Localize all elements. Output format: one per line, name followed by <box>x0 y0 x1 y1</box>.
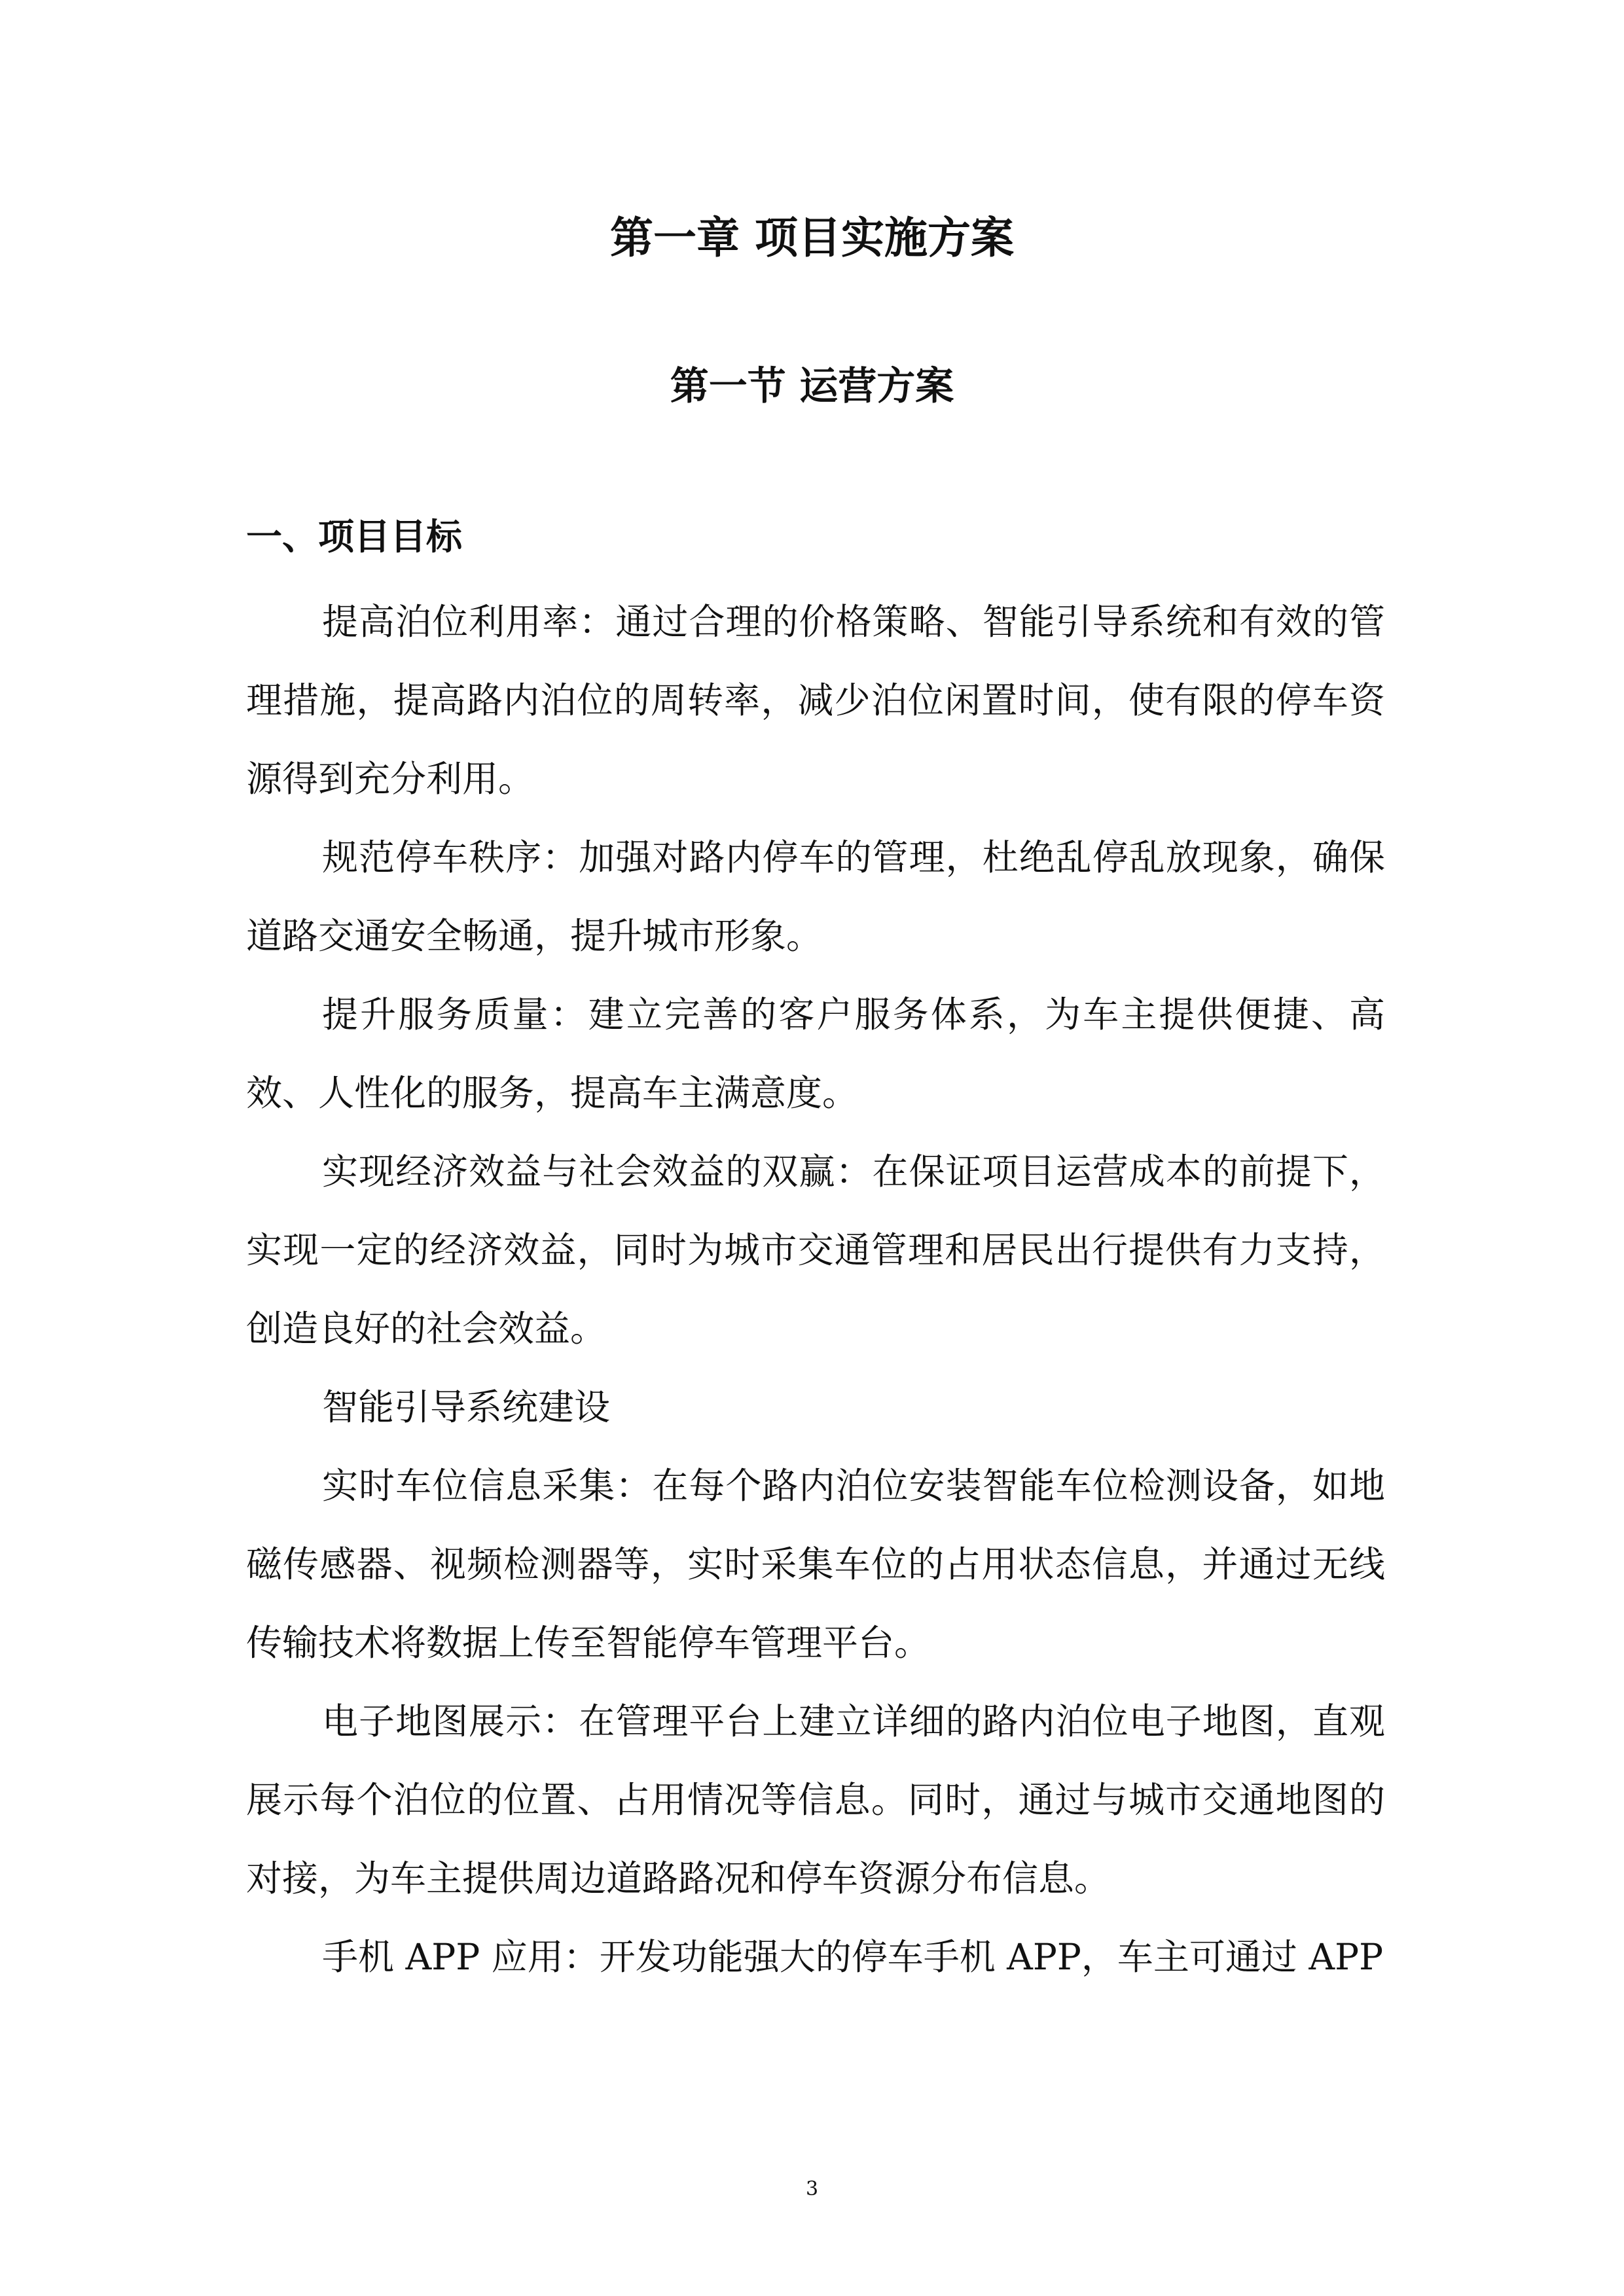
body-text <box>246 583 1385 1996</box>
paragraph-mobile-app: 手机 APP 应用：开发功能强大的停车手机 APP，车主可通过 APP <box>322 1936 1384 1978</box>
section-title: 第一节 运营方案 <box>670 363 954 408</box>
paragraph-dual-benefits: 实现经济效益与社会效益的双赢：在保证项目运营成本的前提下，实现一定的经济效益，同时为城市交通管理和居民出行提供有力支持，创造良好的社会效益。 <box>246 1151 1385 1350</box>
paragraph-parking-order: 规范停车秩序：加强对路内停车的管理，杜绝乱停乱放现象，确保道路交通安全畅通，提升城市形象。 <box>246 836 1385 957</box>
paragraph-guidance-system-heading: 智能引导系统建设 <box>322 1386 611 1428</box>
chapter-title: 第一章 项目实施方案 <box>610 212 1014 263</box>
paragraph-electronic-map: 电子地图展示：在管理平台上建立详细的路内泊位电子地图，直观展示每个泊位的位置、占用情况等信息。同时，通过与城市交通地图的对接，为车主提供周边道路路况和停车资源分布信息。 <box>246 1700 1385 1899</box>
paragraph-service-quality: 提升服务质量：建立完善的客户服务体系，为车主提供便捷、高效、人性化的服务，提高车主满意度。 <box>246 994 1385 1114</box>
paragraph-berth-utilization: 提高泊位利用率：通过合理的价格策略、智能引导系统和有效的管理措施，提高路内泊位的周转率，减少泊位闲置时间，使有限的停车资源得到充分利用。 <box>246 601 1385 800</box>
heading-project-goals: 一、项目目标 <box>246 515 463 558</box>
page-number: 3 <box>805 2178 819 2200</box>
paragraph-realtime-collection: 实时车位信息采集：在每个路内泊位安装智能车位检测设备，如地磁传感器、视频检测器等，实时采集车位的占用状态信息，并通过无线传输技术将数据上传至智能停车管理平台。 <box>246 1465 1385 1664</box>
